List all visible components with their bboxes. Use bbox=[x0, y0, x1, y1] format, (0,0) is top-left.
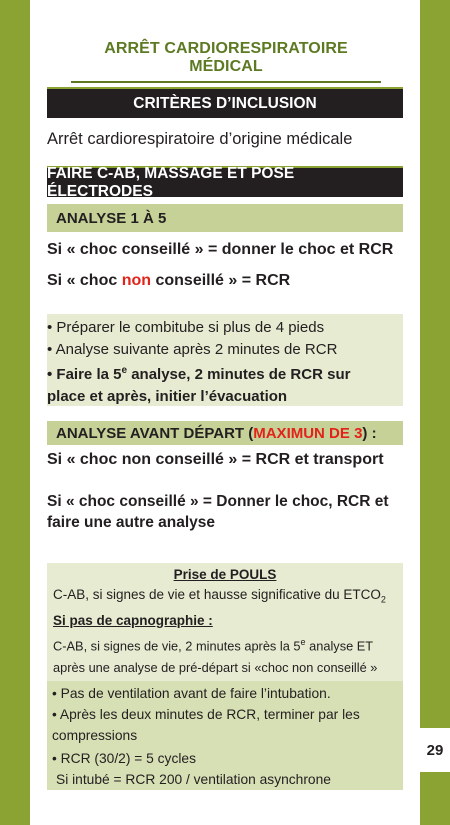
page-number: 29 bbox=[426, 741, 444, 759]
inclusion-header: CRITÈRES D’INCLUSION bbox=[47, 89, 403, 118]
inclusion-text: Arrêt cardiorespiratoire d’origine médicale bbox=[47, 130, 353, 148]
right-green-strip bbox=[420, 0, 450, 728]
analyse-line-choc-non-conseille bbox=[47, 272, 290, 290]
line-text: Si « choc bbox=[47, 272, 122, 289]
depart-line-non-conseille: Si « choc non conseillé » = RCR et transport bbox=[47, 451, 384, 468]
pouls-line-3: après une analyse de pré-départ si «choc non conseillé » bbox=[53, 659, 378, 675]
rcr-box bbox=[47, 747, 403, 790]
para-line: Si « choc conseillé » = Donner le choc, RCR et bbox=[47, 493, 389, 510]
highlight-maximum: MAXIMUN DE 3 bbox=[253, 424, 363, 442]
ventilation-line-2: • Après les deux minutes de RCR, terminer par les bbox=[52, 707, 360, 722]
page-title: ARRÊT CARDIORESPIRATOIRE MÉDICAL bbox=[71, 40, 381, 83]
bullet-evacuation: place et après, initier l’évacuation bbox=[47, 387, 288, 405]
bullet-text: analyse, 2 minutes de RCR sur bbox=[127, 366, 351, 383]
ventilation-line-1: • Pas de ventilation avant de faire l’intubation. bbox=[52, 686, 331, 701]
highlight-non: non bbox=[121, 272, 152, 289]
depart-paragraph bbox=[47, 491, 403, 533]
line-text: analyse ET bbox=[305, 637, 374, 653]
pouls-subhead: Si pas de capnographie : bbox=[53, 612, 213, 628]
analyse-line-choc-conseille: Si « choc conseillé » = donner le choc et RCR bbox=[47, 241, 394, 258]
right-green-strip-bottom bbox=[420, 772, 450, 825]
line-text: C-AB, si signes de vie, 2 minutes après la 5 bbox=[53, 637, 301, 653]
header-text: ) : bbox=[362, 424, 377, 442]
subscript: 2 bbox=[380, 594, 386, 605]
superscript: e bbox=[300, 636, 306, 647]
bullet-text: • Faire la 5 bbox=[47, 366, 122, 383]
massage-header: FAIRE C-AB, MASSAGE ET POSE ÉLECTRODES bbox=[47, 168, 403, 197]
left-green-strip bbox=[0, 0, 30, 825]
superscript: e bbox=[121, 365, 128, 376]
depart-header bbox=[47, 421, 403, 445]
pouls-etco2-line bbox=[53, 584, 397, 611]
pouls-box bbox=[47, 563, 403, 681]
rcr-line-1: • RCR (30/2) = 5 cycles bbox=[52, 751, 196, 766]
line-text: conseillé » = RCR bbox=[151, 272, 291, 289]
analyse-header: ANALYSE 1 À 5 bbox=[47, 204, 403, 232]
ventilation-box bbox=[47, 681, 403, 747]
bullet-combitube: • Préparer le combitube si plus de 4 pieds bbox=[47, 319, 325, 336]
bullet-cinquieme-analyse bbox=[47, 360, 403, 386]
analyse-bullets-box bbox=[47, 314, 403, 406]
pouls-title: Prise de POULS bbox=[173, 567, 277, 582]
bullet-analyse-suivante: • Analyse suivante après 2 minutes de RCR bbox=[47, 340, 338, 358]
line-text: C-AB, si signes de vie et hausse significative du ETCO bbox=[53, 587, 381, 602]
rcr-line-2: Si intubé = RCR 200 / ventilation asynchrone bbox=[56, 772, 331, 787]
pouls-line-2 bbox=[53, 631, 397, 657]
ventilation-line-3: compressions bbox=[52, 728, 138, 743]
header-text: ANALYSE AVANT DÉPART ( bbox=[56, 424, 254, 442]
para-line: faire une autre analyse bbox=[47, 514, 215, 531]
